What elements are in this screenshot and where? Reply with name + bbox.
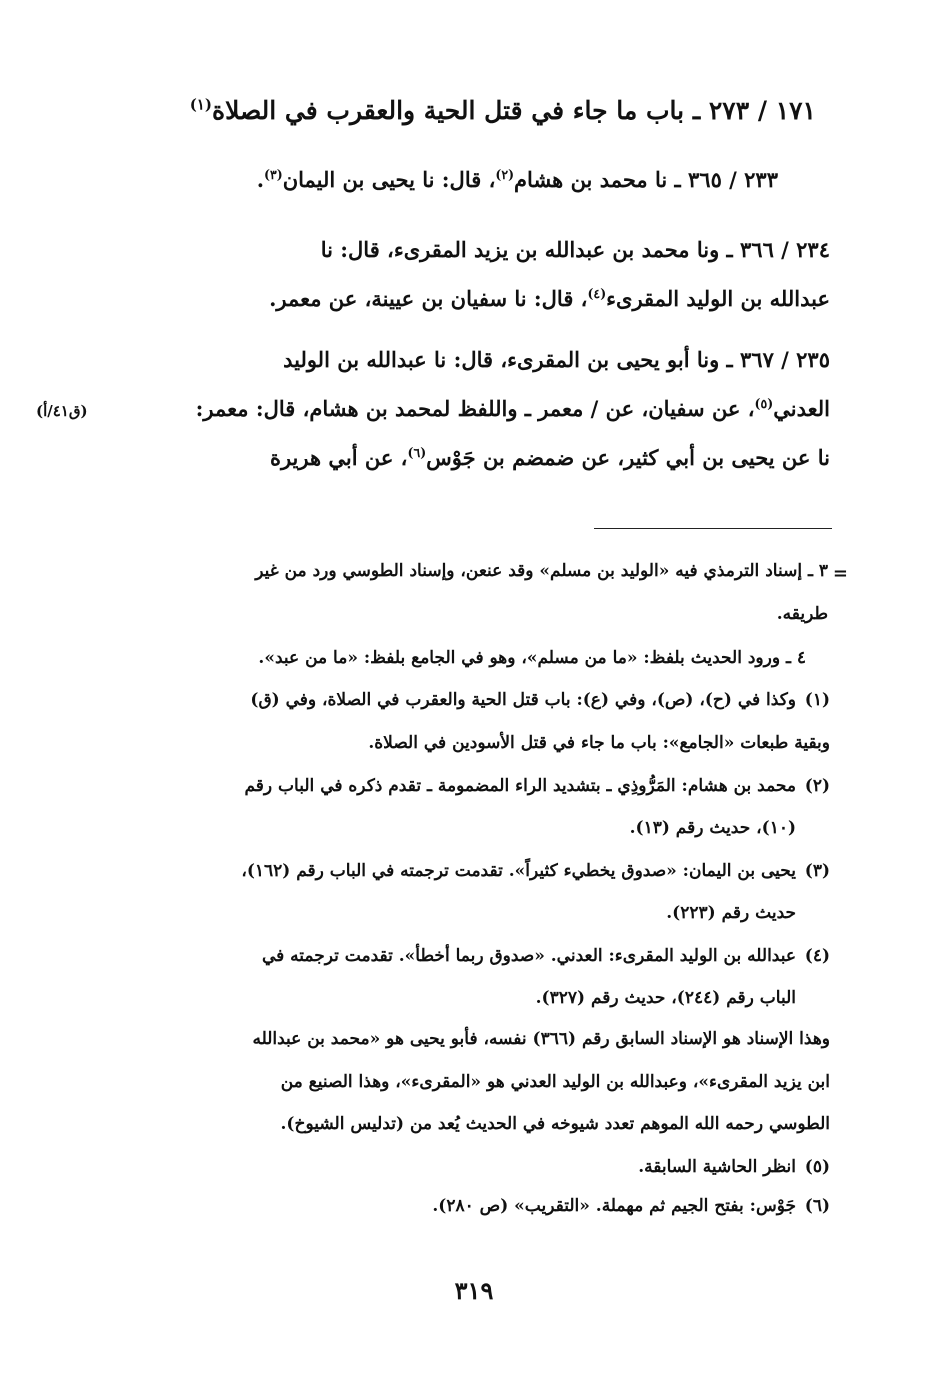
footnote-text: جَوْس: بفتح الجيم ثم مهملة. «التقريب» (ص ٢٨٠). [432,1196,796,1216]
footnote-text: ٤ ـ ورود الحديث بلفظ: «ما من مسلم»، وهو في الجامع بلفظ: «ما من عبد». [258,648,806,668]
footnote-ref: (٢) [495,167,515,182]
footnote-number: (٦) [804,1196,830,1216]
hadith-235-text: نا عن يحيى بن أبي كثير، عن ضمضم بن جَوْس [426,445,830,470]
footnote-6 [432,1196,830,1216]
hadith-235-line-3 [270,445,830,470]
footnote-ref: (٥) [754,396,774,411]
continuation-mark: = [832,563,848,584]
hadith-235-line-2 [196,396,830,421]
footnote-text: الباب رقم (٢٤٤)، حديث رقم (٣٢٧). [535,988,796,1008]
hadith-233-text: . [256,167,265,192]
chapter-heading [190,96,816,125]
footnote-text: يحيى بن اليمان: «صدوق يخطيء كثيراً». تقدمت ترجمته في الباب رقم (١٦٢)، [241,861,796,881]
hadith-233 [257,167,778,192]
footnote-3-line-2 [666,903,796,923]
footnote-text: (١٠)، حديث رقم (١٣). [629,818,796,838]
footnote-ref: (٣) [264,167,283,182]
footnote-text: محمد بن هشام: المَرُّوذِي ـ بتشديد الراء المضمومة ـ تقدم ذكره في الباب رقم [244,776,796,796]
folio-text: (ق٤١/أ) [36,402,88,420]
footnote-2 [244,776,830,796]
footnote-text: حديث رقم (٢٢٣). [666,903,796,923]
footnote-text: وكذا في (ح)، (ص)، وفي (ع): باب قتل الحية والعقرب في الصلاة، وفي (ق) [250,690,796,710]
footnote-number: (٤) [804,946,830,966]
footnote-number: (١) [804,690,830,710]
footnote-text: ابن يزيد المقرىء»، وعبدالله بن الوليد العدني هو «المقرىء»، وهذا الصنيع من [280,1072,830,1092]
footnote-4-line-4 [281,1072,830,1092]
hadith-235-text: العدني [773,396,830,421]
footnote-2-line-2 [630,818,796,838]
footnote-continued-3-line-2 [777,604,828,624]
footnote-text: عبدالله بن الوليد المقرىء: العدني. «صدوق ربما أخطأ». تقدمت ترجمته في [261,946,796,966]
footnote-text: طريقه. [776,604,828,624]
footnote-text: ٣ ـ إسناد الترمذي فيه «الوليد بن مسلم» وقد عنعن، وإسناد الطوسي ورد من غير [255,561,828,581]
footnote-1 [250,690,830,710]
hadith-235-line-1 [283,347,830,372]
footnote-number: (٣) [804,861,830,881]
footnote-3 [241,861,830,881]
hadith-234-text: ٢٣٤ / ٣٦٦ ـ ونا محمد بن عبدالله بن يزيد المقرىء، قال: نا [320,237,830,262]
footnote-ref: (١) [189,95,212,114]
hadith-233-text: ٢٣٣ / ٣٦٥ ـ نا محمد بن هشام [514,167,778,192]
page-number: ٣١٩ [454,1276,494,1305]
footnote-ref: (٦) [407,445,427,460]
footnote-separator [594,528,832,529]
footnote-continued-4 [258,648,806,668]
hadith-235-text: ، عن أبي هريرة [269,445,408,470]
footnote-number: (٢) [804,776,830,796]
hadith-234-text: عبدالله بن الوليد المقرىء [606,286,830,311]
hadith-234-line-1 [321,237,830,262]
chapter-heading-text: ١٧١ / ٢٧٣ ـ باب ما جاء في قتل الحية والعقرب في الصلاة [211,96,816,125]
footnote-number: (٥) [804,1157,830,1177]
footnote-4-line-5 [281,1114,830,1134]
hadith-235-text: ، عن سفيان، عن / معمر ـ واللفظ لمحمد بن هشام، قال: معمر: [195,396,755,421]
footnote-4-line-2 [536,988,796,1008]
footnote-ref: (٤) [587,286,607,301]
footnote-1-line-2 [368,733,830,753]
footnote-text: انظر الحاشية السابقة. [638,1157,796,1177]
footnote-continued-3 [255,561,828,581]
footnote-5 [638,1157,830,1177]
footnote-4-line-3 [252,1029,830,1049]
footnote-4 [262,946,830,966]
manuscript-folio-marker [36,402,88,420]
hadith-234-line-2 [269,286,830,311]
footnote-text: وبقية طبعات «الجامع»: باب ما جاء في قتل الأسودين في الصلاة. [368,733,830,753]
hadith-235-text: ٢٣٥ / ٣٦٧ ـ ونا أبو يحيى بن المقرىء، قال: نا عبدالله بن الوليد [283,347,830,372]
footnote-text: وهذا الإسناد هو الإسناد السابق رقم (٣٦٦) نفسه، فأبو يحيى هو «محمد بن عبدالله [252,1029,830,1049]
hadith-234-text: ، قال: نا سفيان بن عيينة، عن معمر. [269,286,588,311]
hadith-233-text: ، قال: نا يحيى بن اليمان [282,167,496,192]
footnote-text: الطوسي رحمه الله الموهم تعدد شيوخه في الحديث يُعد من (تدليس الشيوخ). [280,1114,830,1134]
